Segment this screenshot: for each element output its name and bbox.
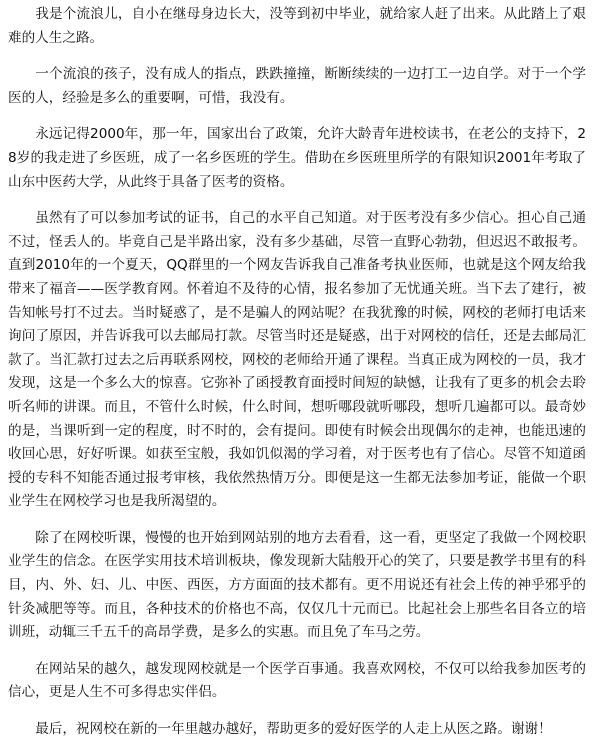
paragraph-7: 最后，祝网校在新的一年里越办越好，帮助更多的爱好医学的人走上从医之路。谢谢！ [35,721,552,738]
paragraph-5: 除了在网校听课，慢慢的也开始到网站别的地方去看看，这一看，更坚定了我做一个网校职业学生的信念。在医学实用技术培训板块，像发现新大陆般开心的笑了，只要是教学书里有的科目，内、外、妇、儿、中医、西医，方方面面的技术都有。更不用说还有社会上传的神乎邪乎的针灸减肥等等。而且，各种技术的价格也不高，仅仅几十元而已。比起社会上那些名目各立的培训班，动辄三千五千的高昂学费，是多么的实惠。而且免了车马之劳。 [8,529,586,641]
paragraph-4: 虽然有了可以参加考试的证书，自己的水平自己知道。对于医考没有多少信心。担心自己通不过，怪丢人的。毕竟自己是半路出家，没有多少基础，尽管一直野心勃勃，但迟迟不敢报考。直到2010年的一个夏天，QQ群里的一个网友告诉我自己准备考执业医师，也就是这个网友给我带来了福音——医学教育网。怀着迫不及待的心情，报名参加了无忧通关班。当下去了建行，被告知帐号打不过去。当时疑惑了，是不是骗人的网站呢？在我犹豫的时候，网校的老师打电话来询问了原因，并告诉我可以去邮局打款。尽管当时还是疑惑，出于对网校的信任，还是去邮局汇款了。当汇款打过去之后再联系网校，网校的老师给开通了课程。当真正成为网校的一员，我才发现，这是一个多么大的惊喜。它弥补了函授教育面授时间短的缺憾，让我有了更多的机会去聆听名师的讲课。而且，不管什么时候，什么时间，想听哪段就听哪段，想听几遍都可以。最奇妙的是，当课听到一定的程度，时不时的，会有提问。即使有时候会出现偶尔的走神，也能迅速的收回心思，好好听课。如获至宝般，我如饥似渴的学习着，对于医考也有了信心。尽管不知道函授的专科不知能否通过报考审核，我依然热情万分。即便是这一生都无法参加考证，能做一个职业学生在网校学习也是我所渴望的。 [8,210,586,510]
paragraph-2: 一个流浪的孩子，没有成人的指点，跌跌撞撞，断断续续的一边打工一边自学。对于一个学医的人，经验是多么的重要啊，可惜，我没有。 [8,66,586,106]
paragraph-1: 我是个流浪儿，自小在继母身边长大，没等到初中毕业，就给家人赶了出来。从此踏上了艰难的人生之路。 [8,6,586,46]
paragraph-6: 在网站呆的越久，越发现网校就是一个医学百事通。我喜欢网校，不仅可以给我参加医考的信心，更是人生不可多得忠实伴侣。 [8,660,586,701]
paragraph-3: 永远记得2000年，那一年，国家出台了政策，允许大龄青年进校读书，在老公的支持下，28岁的我走进了乡医班，成了一名乡医班的学生。借助在乡医班里所学的有限知识2001年考取了山东中医药大学，从此终于具备了医考的资格。 [8,126,586,190]
